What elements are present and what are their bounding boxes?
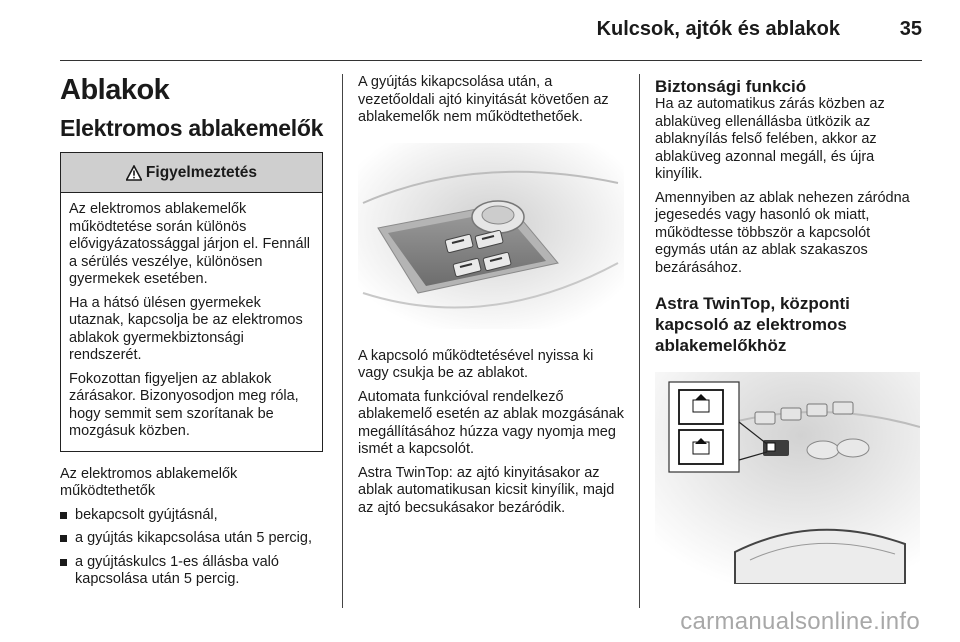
header-divider — [60, 60, 922, 61]
page-header-title: Kulcsok, ajtók és ablakok — [596, 18, 840, 40]
bullet-square-icon — [60, 512, 67, 519]
body-paragraph: A gyújtás kikapcsolása után, a vezetőoldali ajtó kinyitását követően az ablakemelők nem működtethetőek. — [358, 74, 609, 125]
bullet-square-icon — [60, 559, 67, 566]
list-item-text: a gyújtáskulcs 1-es állásba való kapcsolása után 5 percig. — [75, 553, 279, 587]
window-switch-illustration — [358, 143, 624, 334]
body-paragraph: Az elektromos ablakemelők működtethetők — [60, 465, 238, 499]
section-title: Ablakok — [60, 74, 170, 106]
central-switch-illustration — [655, 372, 923, 589]
column-divider — [342, 74, 343, 608]
body-paragraph: Automata funkcióval rendelkező ablakemelő esetén az ablak mozgásának megállításához húzza vagy nyomja meg ismét a kapcsolót. — [358, 388, 624, 457]
body-paragraph: A kapcsoló működtetésével nyissa ki vagy csukja be az ablakot. — [358, 347, 594, 381]
page-number: 35 — [899, 18, 922, 40]
list-item-text: bekapcsolt gyújtásnál, — [75, 506, 218, 523]
body-paragraph: Ha az automatikus zárás közben az ablaküveg ellenállásba ütközik az ablaknyílás felső felében, akkor az ablaküveg azonnal megáll, és újra kinyílik. — [655, 96, 885, 182]
list-item-text: a gyújtás kikapcsolása után 5 percig, — [75, 530, 312, 546]
subsection-title: Biztonsági funkció — [655, 77, 807, 96]
list-item — [60, 554, 326, 589]
warning-paragraph: Fokozottan figyeljen az ablakok zárásakor. Bizonyosodjon meg róla, hogy semmit sem szorítanak be mozgásuk közben. — [69, 370, 299, 439]
warning-paragraph: Az elektromos ablakemelők működtetése során különös elővigyázatossággal járjon el. Fennáll a sérülés veszélye, különösen gyermekek esetében. — [69, 201, 311, 287]
warning-box — [60, 152, 323, 452]
bullet-list — [60, 507, 326, 589]
column-divider — [639, 74, 640, 608]
body-paragraph: Amennyiben az ablak nehezen záródna jegesedés vagy hasonló ok miatt, működtesse többször a kapcsolót egymás után az ablak szakaszos bezárásához. — [655, 189, 910, 276]
column-right — [655, 74, 923, 589]
overhead-console-illustration — [655, 372, 920, 584]
warning-paragraph: Ha a hátsó ülésen gyermekek utaznak, kapcsolja be az elektromos ablakok gyermekbiztonsági rendszerét. — [69, 294, 303, 363]
list-item — [60, 507, 326, 525]
subsection-title: Astra TwinTop, központi kapcsoló az elektromos ablakemelőkhöz — [655, 294, 850, 355]
column-left — [60, 74, 326, 589]
subsection-title: Elektromos ablakemelők — [60, 115, 324, 141]
column-middle — [358, 74, 624, 517]
warning-title: Figyelmeztetés — [145, 163, 258, 181]
door-panel-illustration — [358, 143, 624, 329]
list-item — [60, 530, 326, 548]
watermark: carmanualsonline.info — [680, 608, 920, 635]
warning-triangle-icon — [126, 165, 142, 181]
warning-header — [61, 153, 322, 193]
body-paragraph: Astra TwinTop: az ajtó kinyitásakor az ablak automatikusan kicsit kinyílik, majd az ajtó becsukásakor bezáródik. — [358, 464, 615, 516]
bullet-square-icon — [60, 535, 67, 542]
warning-body — [61, 193, 322, 451]
